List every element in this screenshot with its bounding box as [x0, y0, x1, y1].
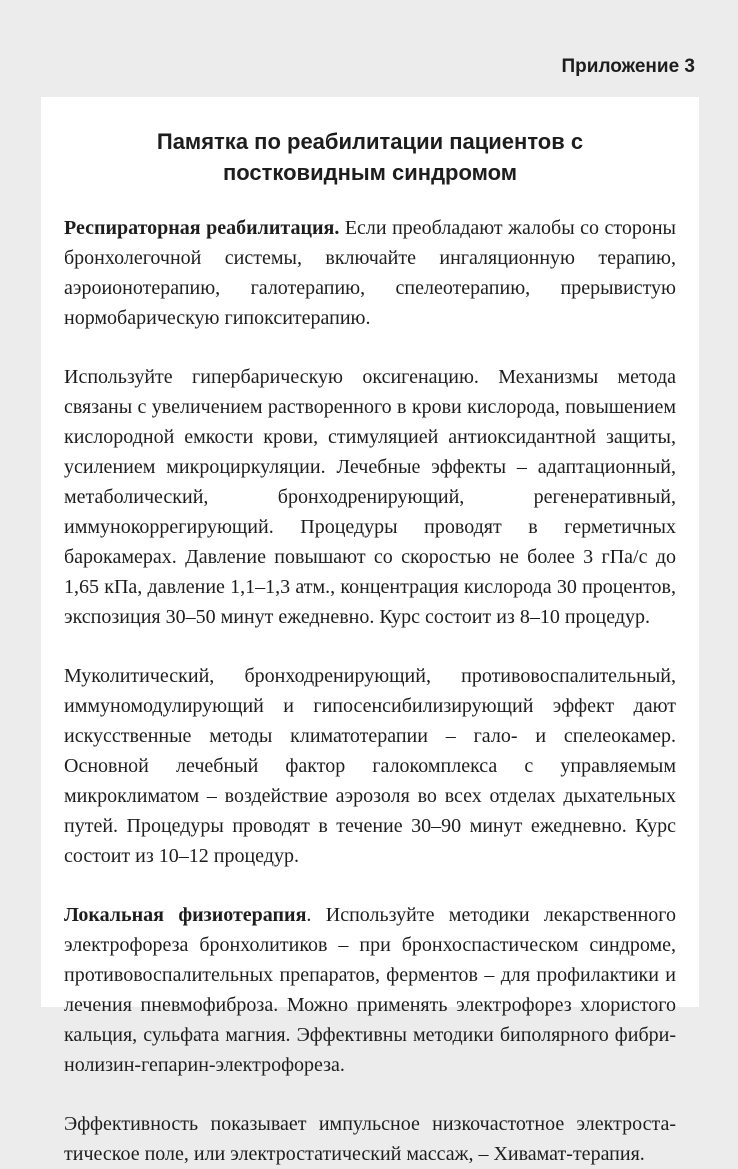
paragraph-lead: Респираторная реабилитация.	[64, 217, 340, 239]
paragraph-text: . Используйте методики лекарственного электрофореза бронхолитиков – при бронхоспастическом синдроме, противовоспалительных препаратов, ферментов – для профилактики и лечения пневмофиброза. Можно применять электрофорез хлористого кальция, сульфата магния. Эффективны методики биполярного фибринолизин-гепарин-электрофореза.	[64, 904, 676, 1076]
paragraph-lead: Локальная физиотерапия	[64, 904, 307, 926]
document-body	[64, 213, 676, 1169]
paragraph	[64, 661, 676, 871]
paragraph	[64, 900, 676, 1080]
paragraph	[64, 1109, 676, 1169]
paragraph-text: Если преобладают жалобы со стороны бронхолегочной системы, включайте ингаляционную терапию, аэроионотерапию, галотерапию, спелеотерапию, прерывистую нормобарическую гипокситерапию.	[64, 217, 676, 329]
paragraph-text: Муколитический, бронходренирующий, противовоспалительный, иммуномодулирующий и гипосенсибилизирующий эффект дают искусственные методы климатотерапии – гало- и спелеокамер. Основной лечебный фактор галокомплекса с управляемым микроклиматом – воздействие аэрозоля во всех отделах дыхательных путей. Процедуры проводят в течение 30–90 минут ежедневно. Курс состоит из 10–12 процедур.	[64, 665, 676, 867]
appendix-label: Приложение 3	[561, 56, 695, 77]
paragraph-text: Эффективность показывает импульсное низкочастотное электростатическое поле, или электростатический массаж, – Хивамат-терапия.	[64, 1113, 676, 1165]
paragraph-text: Используйте гипербарическую оксигенацию. Механизмы метода связаны с увеличением растворенного в крови кислорода, повышением кислородной емкости крови, стимуляцией антиоксидантной защиты, усилением микроциркуляции. Лечебные эффекты – адаптационный, метаболический, бронходренирующий, регенеративный, иммунокоррегирующий. Процедуры проводят в герметичных барокамерах. Давление повышают со скоростью не более 3 гПа/с до 1,65 кПа, давление 1,1–1,3 атм., концентрация кислорода 30 процентов, экспозиция 30–50 минут ежедневно. Курс состоит из 8–10 процедур.	[64, 366, 676, 628]
paragraph	[64, 362, 676, 632]
document-title: Памятка по реабилитации пациентов с постковидным синдромом	[156, 129, 584, 185]
document-card	[41, 97, 699, 1165]
paragraph	[64, 213, 676, 333]
